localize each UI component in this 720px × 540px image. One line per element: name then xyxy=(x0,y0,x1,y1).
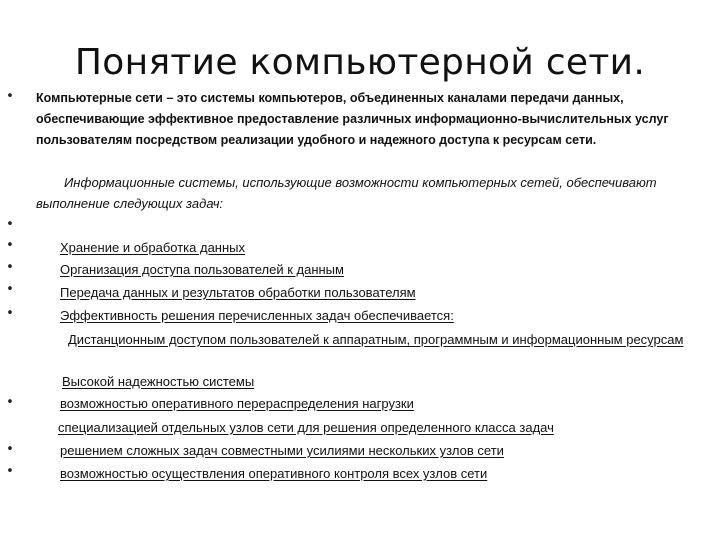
bullet-marker: • xyxy=(6,442,14,457)
bullet-marker: • xyxy=(6,217,14,232)
task-item: Передача данных и результатов обработки пользователям xyxy=(60,285,416,300)
means-item: возможностью оперативного перераспределения нагрузки xyxy=(60,396,414,411)
task-item: Организация доступа пользователей к данным xyxy=(60,262,344,277)
task-item: Эффективность решения перечисленных задач обеспечивается: xyxy=(60,308,454,323)
means-item: специализацией отдельных узлов сети для решения определенного класса задач xyxy=(58,420,554,435)
means-reliability: Высокой надежностью системы xyxy=(62,374,255,389)
task-item: Хранение и обработка данных xyxy=(60,240,246,255)
bullet-marker: • xyxy=(6,89,14,104)
means-item: решением сложных задач совместными усилиями нескольких узлов сети xyxy=(60,443,504,458)
slide-title: Понятие компьютерной сети. xyxy=(74,42,646,83)
bullet-marker: • xyxy=(6,306,14,321)
bullet-marker: • xyxy=(6,395,14,410)
bullet-marker: • xyxy=(6,238,14,253)
bullet-marker: • xyxy=(6,464,14,479)
bullet-marker: • xyxy=(6,282,14,297)
definition-paragraph: Компьютерные сети – это системы компьютеров, объединенных каналами передачи данных, обеспечивающие эффективное предоставление различных информационно-вычислительных услуг пользователям посредством реализации удобного и надежного доступа к ресурсам сети. xyxy=(36,91,669,147)
tasks-subheading: Информационные системы, использующие возможности компьютерных сетей, обеспечивают выполнение следующих задач: xyxy=(36,175,657,211)
bullet-marker: • xyxy=(6,260,14,275)
means-item: возможностью осуществления оперативного контроля всех узлов сети xyxy=(60,466,488,481)
means-remote-access: Дистанционным доступом пользователей к аппаратным, программным и информационным ресурсам xyxy=(68,332,684,347)
